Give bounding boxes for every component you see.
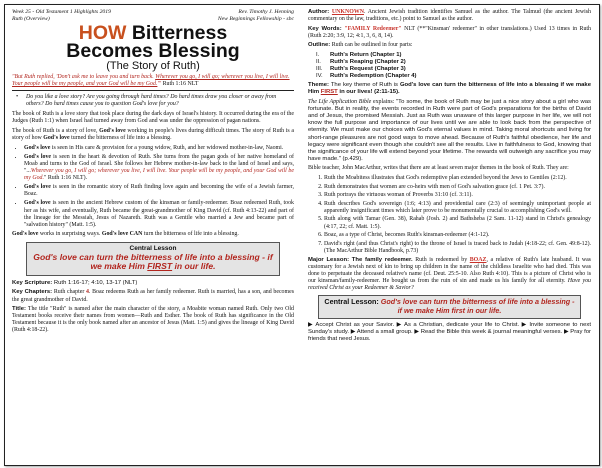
author-paragraph: Author: UNKNOWN. Ancient Jewish tradition identifies Samuel as the author. The Talmud (the ancient Jewish commentary on the law, traditions, etc.) point to Samuel as the author. bbox=[308, 9, 591, 23]
church-label: New Beginnings Fellowship - sbc bbox=[217, 15, 294, 22]
outline-item: III. Ruth's Request (Chapter 3) bbox=[316, 66, 406, 73]
title-paragraph: Title: The title "Ruth" is named after the main character of the story, a Moabite woman named Ruth. Only two Old Testament books receive their names from women—Ruth and Esther. The book of Ruth has significance in the Old Testament because it is the only book named after an ancestor of Jesus (Matt. 1:5) and gives the lineage of King David (Ruth 4:18-22). bbox=[12, 306, 294, 334]
intro-paragraph: The book of Ruth is a love story that took place during the dark days of Israel's history. It occurred during the era of the Judges (Ruth 1:1) when Israel had turned away from God and was under the oppression of pagan nations. bbox=[12, 111, 294, 125]
list-item: 1. Ruth the Moabitess illustrates that God's redemptive plan extended beyond the Jews to Gentiles (2:12). bbox=[324, 175, 591, 182]
central-lesson-box-2 bbox=[318, 295, 581, 319]
key-scripture: Key Scripture: Ruth 1:16-17; 4:10, 13-17 (NLT) bbox=[12, 279, 138, 286]
quote-part1: "But Ruth replied, 'Don't ask me to leave you and turn back. bbox=[12, 74, 156, 81]
lab-intro: The Life Application Bible explains: "To some, the book of Ruth may be just a nice story about a girl who was fortunate. But in reality, the events recorded in Ruth were part of God's preparations for the births of David and of Jesus, the promised Messiah. Just as Ruth was unaware of this larger purpose in her life, we will not know the full purpose and importance of our lives until we are able to look back from the perspective of eternity. We must make our choices with God's eternal values in mind. Taking moral shortcuts and living for short-range pleasures are not good ways to move ahead. Because of Ruth's faithful obedience, her life and legacy were significant even though she couldn't see all the results. Live in faithfulness to God, knowing that the significance of your life will extend beyond your lifetime. The rewards will outweigh any sacrifice you may have made." (p.429). bbox=[308, 99, 591, 162]
list-item: 2. Ruth demonstrates that women are co-heirs with men of God's salvation grace (cf. 1 Pet. 3:7). bbox=[324, 184, 591, 191]
key-words-paragraph: Key Words: "FAMILY Redeemer" NLT (**"Kinsman' redeemer" in other translations.) Used 13 times in Ruth (Ruth 2:20; 3:9, 12; 4:1, 3, 6, 8, 14). bbox=[308, 25, 592, 39]
quote-part2: '" bbox=[157, 81, 162, 88]
macarthur-intro: Bible teacher, John MacArthur, writes that there are at least seven major themes in the book of Ruth. They are: bbox=[308, 165, 569, 172]
quote-reference: Ruth 1:16 NLT bbox=[161, 81, 199, 88]
right-column bbox=[308, 9, 591, 343]
central-lesson-heading: Central Lesson bbox=[129, 244, 177, 252]
left-column bbox=[12, 9, 294, 337]
love-story-paragraph: The book of Ruth is a story of love, God's love working in people's lives during difficult times. The story of Ruth is a story of how God's love turned the bitterness of life into a blessing. bbox=[12, 128, 294, 142]
central-lesson-box bbox=[26, 242, 280, 276]
outline-list bbox=[308, 52, 591, 80]
series-label: Week 25 - Old Testament 1 Highlights 2019 bbox=[12, 9, 111, 15]
list-item: 7. David's right (and thus Christ's right) to the throne of Israel is traced back to Judah (4:18-22; cf. Gen. 49:8-12). (The MacArthur Bible Handbook, p.73) bbox=[324, 241, 591, 255]
list-item: 5. Ruth along with Tamar (Gen. 38), Rahab (Josh. 2) and Bathsheba (2 Sam. 11-12) stand in Christ's genealogy (4:17, 22; cf. Matt. 1:5). bbox=[324, 216, 591, 230]
page-subtitle: (The Story of Ruth) bbox=[106, 60, 200, 73]
pastor-label: Rev. Timothy J. Henning bbox=[238, 9, 294, 15]
document-page bbox=[4, 4, 600, 466]
theme-paragraph: Theme: The key theme of Ruth is God's love can turn the bitterness of life into a blessing if we make Him FIRST in our lives! (2:11-15). bbox=[308, 82, 591, 96]
title-line2: Becomes Blessing bbox=[66, 40, 240, 63]
outline-item: I. Ruth's Return (Chapter 1) bbox=[316, 51, 402, 58]
list-item: 3. Ruth portrays the virtuous woman of Proverbs 31:10 (cf. 3:11). bbox=[324, 192, 591, 199]
list-item: • God's love is seen in the romantic story of Ruth finding love again and becoming the wife of a Jewish farmer, Boaz. bbox=[24, 184, 294, 198]
title-how: HOW bbox=[78, 22, 127, 45]
list-item: • God's love is seen in the ancient Hebrew custom of the kinsman or family-redeemer. Boaz redeemed Ruth, took her as his wife, and eventually, Ruth became the great-grandmother of King David (cf. Ruth 4:13-22) and part of the lineage for the Messiah, Jesus of Nazareth. Ruth was a Gentile who married a Jew and became part of "salvation history" (Matt. 1:5). bbox=[24, 200, 294, 228]
page-header bbox=[12, 9, 294, 22]
major-lesson: Major Lesson: The family redeemer. Ruth is redeemed by BOAZ, a relative of Ruth's late husband. It was customary for a Jewish next of kin to bring up children in the name of the childless Israelite who had died. This was done to perpetuate the deceased relative's name (cf. Deut. 25:5-10. Also Ruth 4:10). This is a picture of Christ who is our kinsman/family-redeemer. He bought us from the ruin of sin and made us his family for all eternity. Have you received Christ as your Redeemer & Savior? bbox=[308, 256, 591, 292]
action-steps: ▶ Accept Christ as your Savior. ▶ As a Christian, dedicate your life to Christ. ▶ Invite someone to next Sunday's study. ▶ Attend a small group. ▶ Read the Bible this week & journal meaningful verses. ▶ Pray for friends that need Jesus. bbox=[308, 322, 591, 343]
list-item: • God's love is seen in the heart & devotion of Ruth. She turns from the pagan gods of her native homeland of Moab and turns to the God of Israel. She follows her Hebrew mother-in-law back to the land of Israel and says, "...Wherever you go, I will go; wherever you live, I will live. Your people will be my people, and your God will be my God." Ruth 1:16 NLT). bbox=[24, 154, 294, 182]
themes-list bbox=[308, 175, 591, 255]
gods-love-list bbox=[12, 145, 294, 229]
key-chapters: Key Chapters: Ruth chapter 4. Boaz redeems Ruth as her family redeemer. Ruth is married, has a son, and becomes the great grandmother of David. bbox=[12, 289, 294, 303]
book-label: Ruth (Overview) bbox=[12, 15, 50, 22]
title-line1: Bitterness bbox=[126, 22, 228, 45]
central-lesson-text-2: Central Lesson: God's love can turn the bitterness of life into a blessing - if we make Him first in our life. bbox=[324, 297, 575, 315]
page-title bbox=[12, 22, 294, 63]
opening-quote bbox=[12, 74, 294, 88]
discussion-question: • Do you like a love story? Are you going through hard times? Do hard times draw you closer or away from others? Do hard times cause you to question God's love for you? bbox=[12, 94, 294, 108]
outline-intro: Outline: Ruth can be outlined in four parts: bbox=[308, 42, 413, 49]
list-item: • God's love is seen in His care & provision for a young widow, Ruth, and her widowed mother-in-law, Naomi. bbox=[24, 145, 294, 152]
surprising-ways-paragraph: God's love works in surprising ways. God's love CAN turn the bitterness of life into a blessing. bbox=[12, 230, 239, 237]
central-lesson-text: God's love can turn the bitterness of life into a blessing - if we make Him FIRST in our life. bbox=[33, 251, 273, 272]
list-item: 4. Ruth describes God's sovereign (1:6; 4:13) and providential care (2:3) of seemingly unimportant people at apparently insignificant times which later prove to be monumentally crucial to accomplishing God's will. bbox=[324, 201, 591, 215]
quote-underlined: Wherever you go, I will go; wherever you live, I will live. Your people will be my people, and your God will be my God. bbox=[12, 74, 290, 88]
outline-item: II. Ruth's Reaping (Chapter 2) bbox=[316, 59, 406, 66]
divider bbox=[12, 90, 294, 91]
list-item: 6. Boaz, as a type of Christ, becomes Ruth's kinsman-redeemer (4:1-12). bbox=[324, 232, 591, 239]
outline-item: IV. Ruth's Redemption (Chapter 4) bbox=[316, 73, 417, 80]
